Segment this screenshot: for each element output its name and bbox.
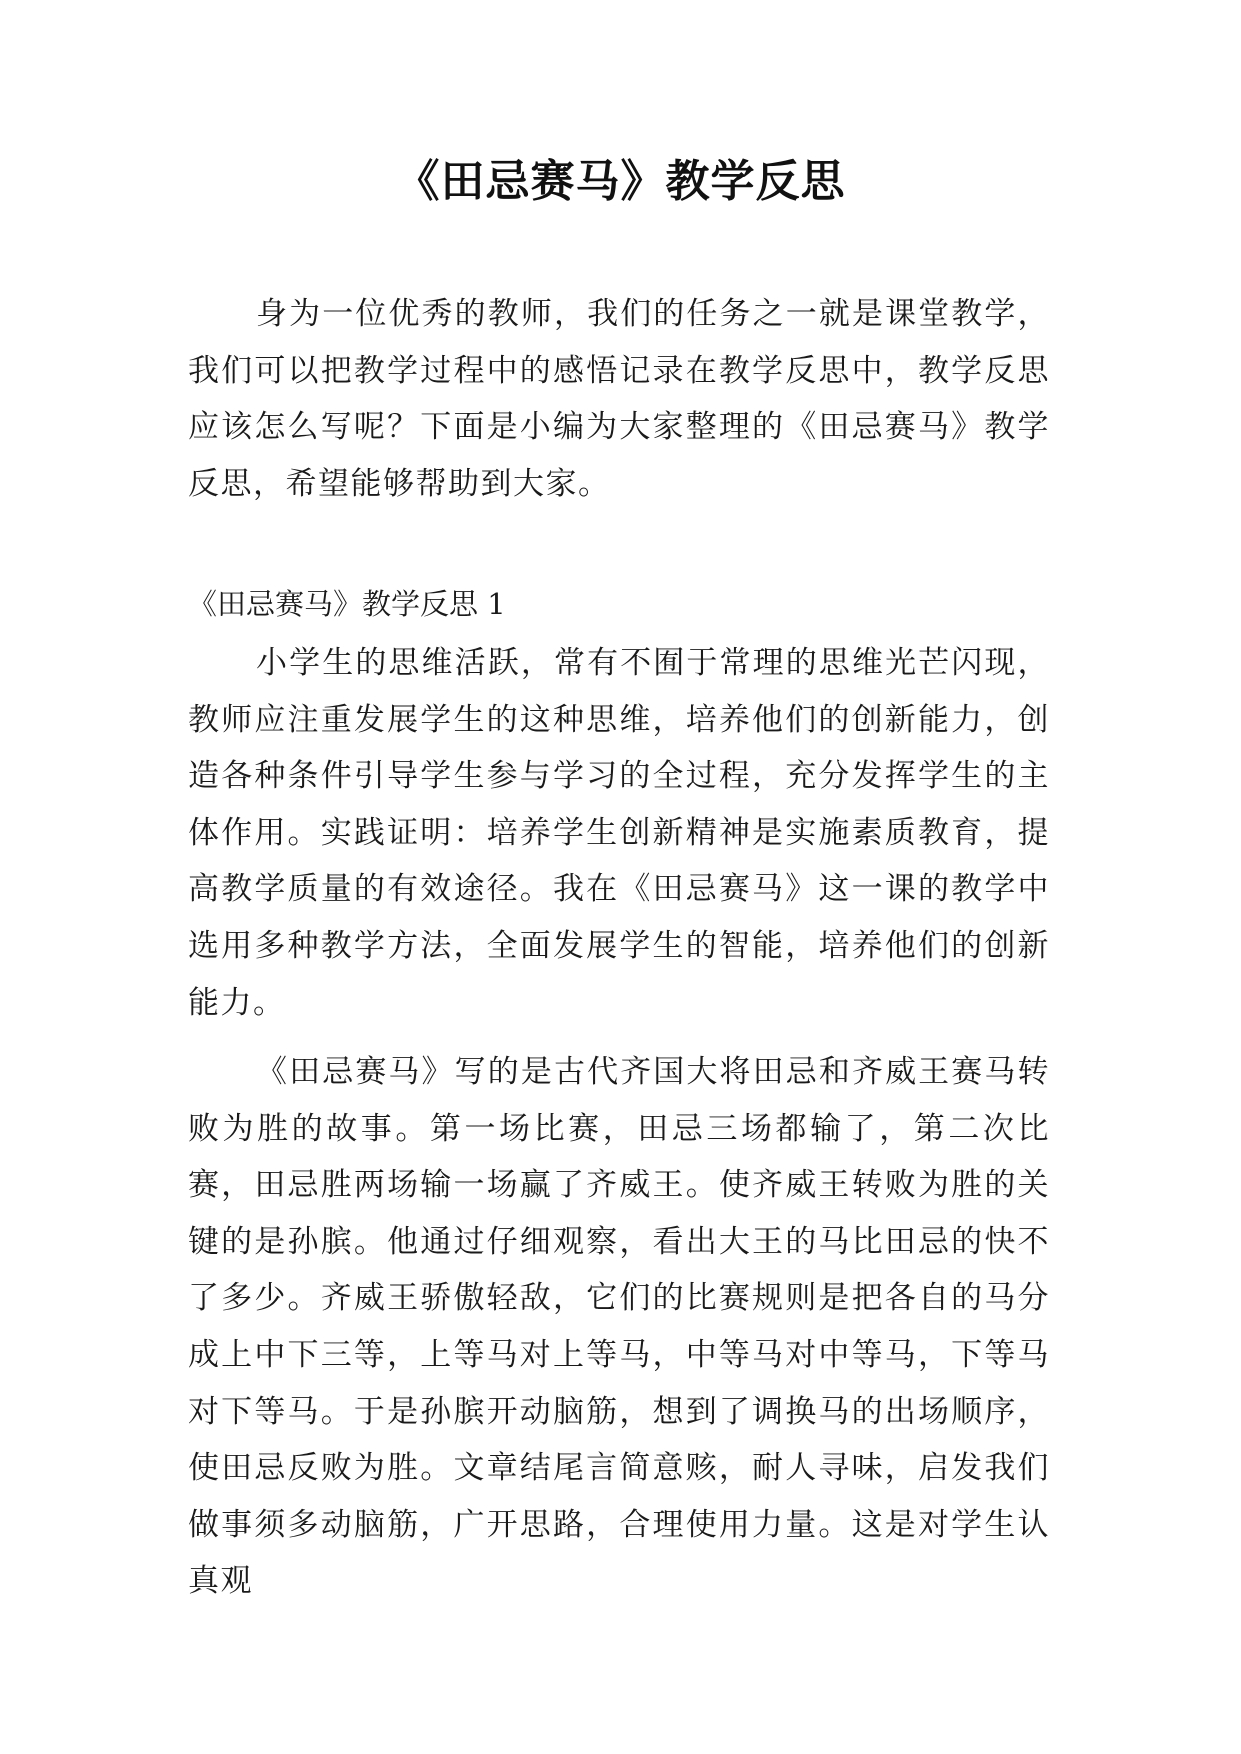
intro-paragraph: 身为一位优秀的教师，我们的任务之一就是课堂教学，我们可以把教学过程中的感悟记录在教学反思中，教学反思应该怎么写呢？下面是小编为大家整理的《田忌赛马》教学反思，希望能够帮助到大家。: [188, 296, 1050, 502]
body-paragraph: 《田忌赛马》写的是古代齐国大将田忌和齐威王赛马转败为胜的故事。第一场比赛，田忌三场都输了，第二次比赛，田忌胜两场输一场赢了齐威王。使齐威王转败为胜的关键的是孙膑。他通过仔细观察，看出大王的马比田忌的快不了多少。齐威王骄傲轻敌，它们的比赛规则是把各自的马分成上中下三等，上等马对上等马，中等马对中等马，下等马对下等马。于是孙膑开动脑筋，想到了调换马的出场顺序，使田忌反败为胜。文章结尾言简意赅，耐人寻味，启发我们做事须多动脑筋，广开思路，合理使用力量。这是对学生认真观: [188, 1054, 1050, 1600]
document-title: 《田忌赛马》教学反思: [395, 156, 846, 207]
body-paragraph: 小学生的思维活跃，常有不囿于常理的思维光芒闪现，教师应注重发展学生的这种思维，培养他们的创新能力，创造各种条件引导学生参与学习的全过程，充分发挥学生的主体作用。实践证明：培养学生创新精神是实施素质教育，提高教学质量的有效途径。我在《田忌赛马》这一课的教学中选用多种教学方法，全面发展学生的智能，培养他们的创新能力。: [188, 645, 1050, 1021]
section-heading: 《田忌赛马》教学反思 1: [188, 587, 506, 621]
